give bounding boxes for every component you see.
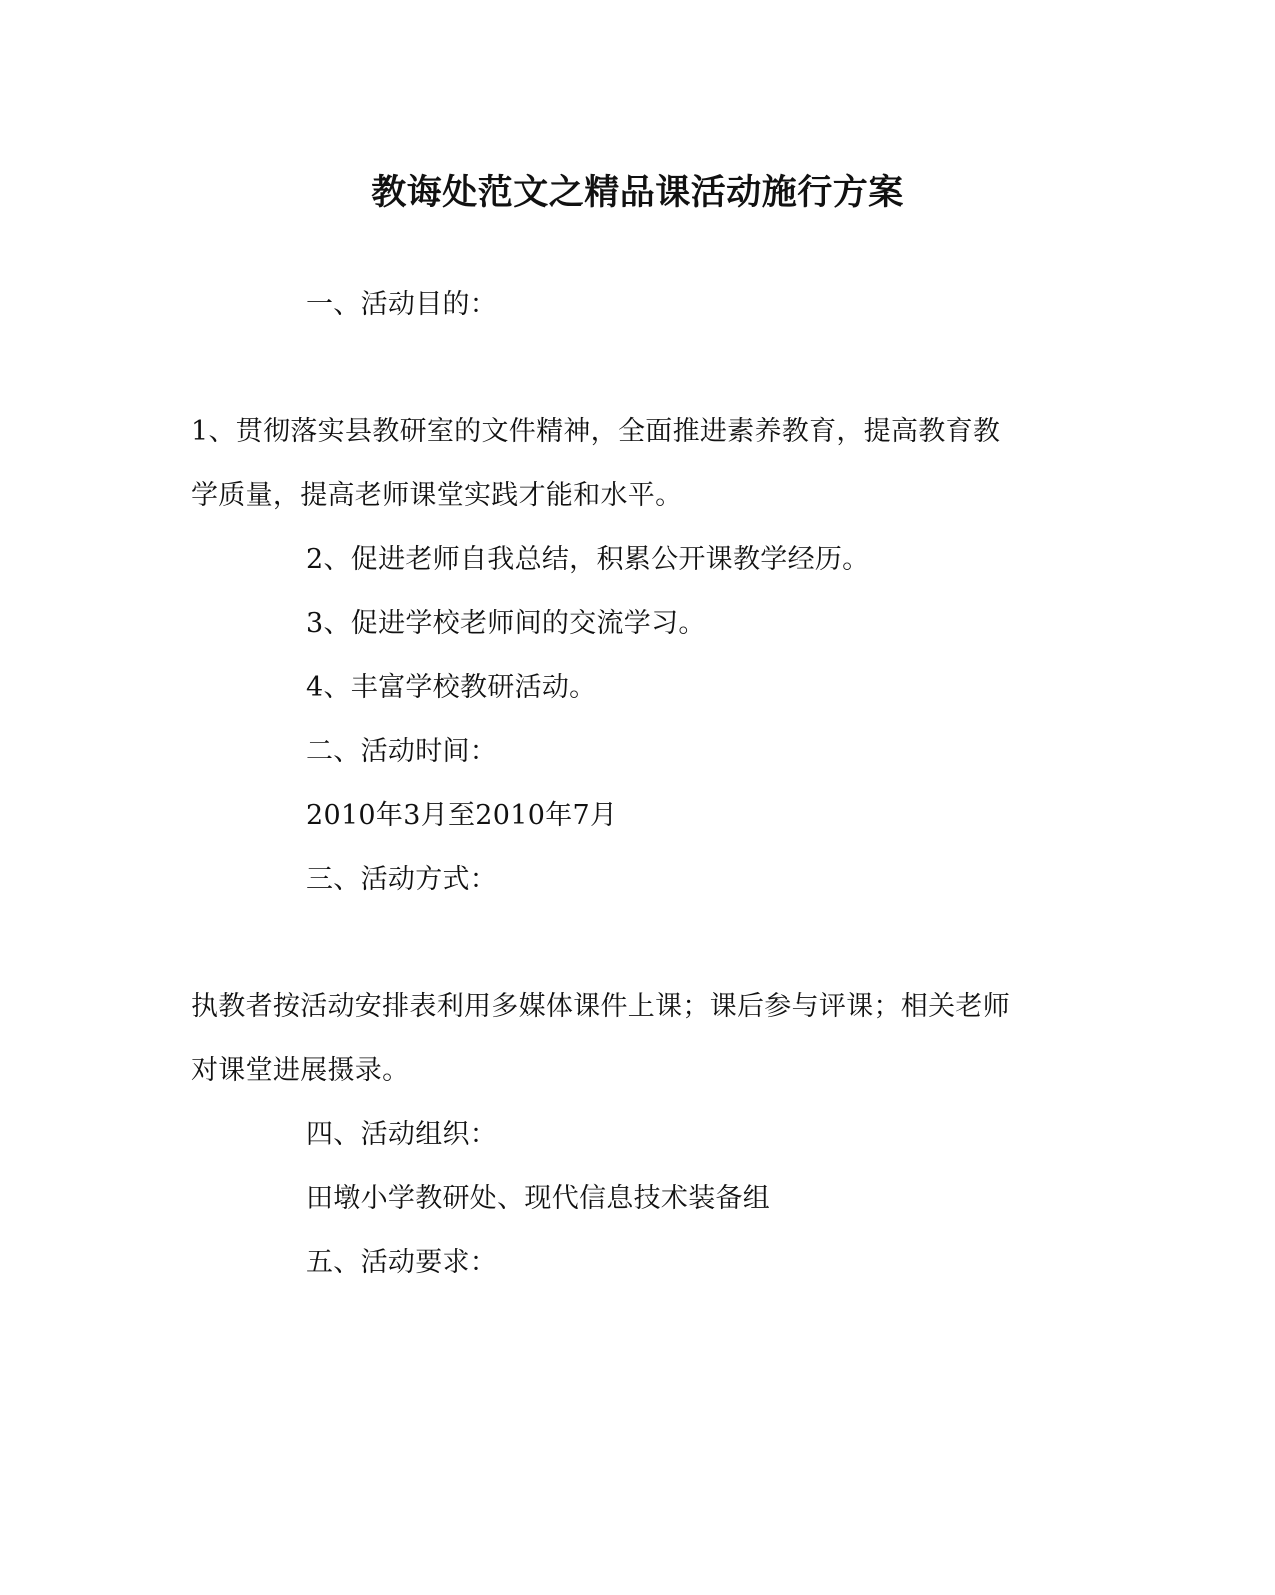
paragraph-line: 2、促进老师自我总结，积累公开课教学经历。 bbox=[306, 544, 870, 575]
paragraph-line: 田墩小学教研处、现代信息技术装备组 bbox=[306, 1183, 771, 1214]
paragraph-line: 执教者按活动安排表利用多媒体课件上课；课后参与评课；相关老师 bbox=[191, 991, 1010, 1022]
paragraph-line: 1、贯彻落实县教研室的文件精神，全面推进素养教育，提高教育教 bbox=[191, 416, 1001, 447]
paragraph-line: 4、丰富学校教研活动。 bbox=[306, 672, 597, 703]
section-heading-method: 三、活动方式： bbox=[306, 864, 498, 895]
section-heading-time: 二、活动时间： bbox=[306, 736, 498, 767]
paragraph-line: 2010年3月至2010年7月 bbox=[306, 800, 618, 831]
paragraph-line: 对课堂进展摄录。 bbox=[191, 1055, 410, 1086]
section-heading-requirements: 五、活动要求： bbox=[306, 1247, 498, 1278]
paragraph-line: 3、促进学校老师间的交流学习。 bbox=[306, 608, 706, 639]
section-heading-organization: 四、活动组织： bbox=[306, 1119, 498, 1150]
document-title: 教诲处范文之精品课活动施行方案 bbox=[371, 172, 904, 213]
section-heading-purpose: 一、活动目的： bbox=[306, 289, 498, 320]
paragraph-line: 学质量，提高老师课堂实践才能和水平。 bbox=[191, 480, 683, 511]
